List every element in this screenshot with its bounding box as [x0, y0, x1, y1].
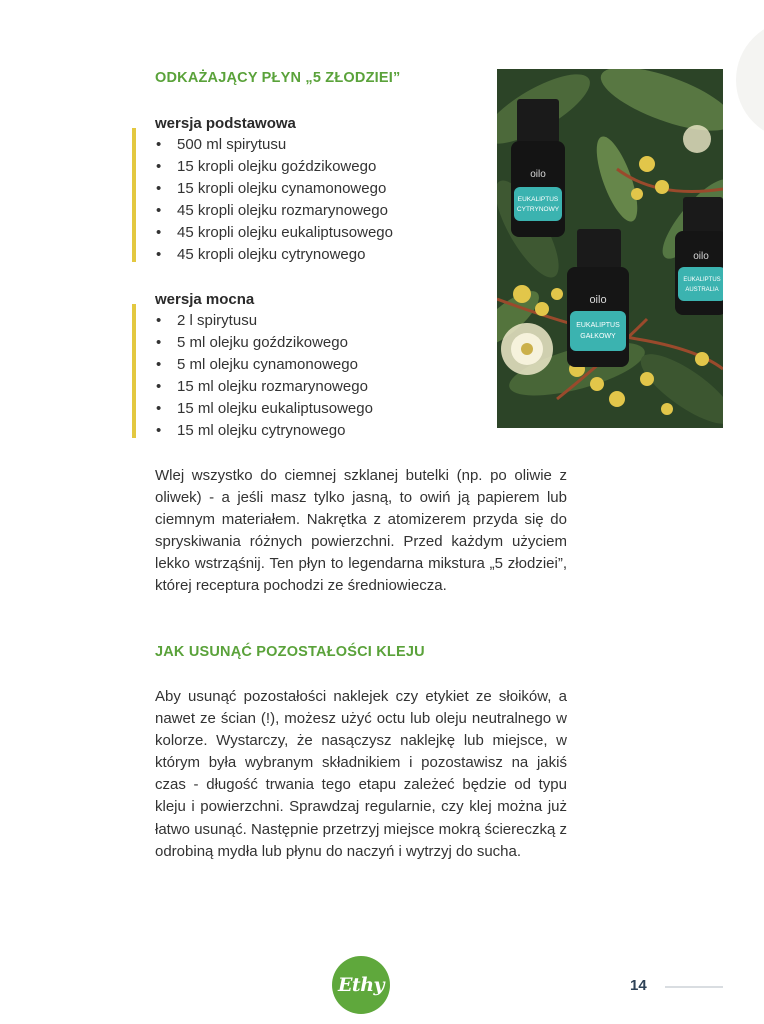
bottle-label-line1: EUKALIPTUS	[683, 277, 721, 283]
accent-bar-strong	[132, 304, 136, 438]
essential-oils-photo	[497, 69, 723, 428]
bottle-brand-text: oilo	[693, 251, 709, 262]
bottle-label-line1: EUKALIPTUS	[517, 196, 559, 203]
bottle-label-line2: GAŁKOWY	[580, 333, 616, 340]
section-heading-five-thieves: ODKAŻAJĄCY PŁYN „5 ZŁODZIEI”	[155, 70, 401, 86]
ingredient-list-basic	[155, 134, 393, 266]
ingredient-list-strong	[155, 310, 373, 442]
page-number-rule	[665, 986, 723, 988]
accent-bar-basic	[132, 128, 136, 262]
bottle-brand-text: oilo	[589, 294, 607, 306]
bottle-label-line2: CYTRYNOWY	[516, 206, 560, 213]
list-item: • 15 ml olejku rozmarynowego	[155, 376, 373, 398]
section-heading-glue-removal: JAK USUNĄĆ POZOSTAŁOŚCI KLEJU	[155, 644, 425, 660]
oil-bottle-1	[511, 99, 565, 237]
list-item: • 5 ml olejku cynamonowego	[155, 354, 373, 376]
list-item: • 2 l spirytusu	[155, 310, 373, 332]
list-item: • 500 ml spirytusu	[155, 134, 393, 156]
list-item: • 15 kropli olejku cynamonowego	[155, 178, 393, 200]
paragraph-five-thieves-instructions: Wlej wszystko do ciemnej szklanej butelki (np. po oliwie z oliwek) - a jeśli masz tylko jasną, to owiń ją papierem lub ciemnym materiałem. Nakrętka z atomizerem przyda się do spryskiwania różnych powierzchni. Przed każdym użyciem lekko wstrząśnij. Ten płyn to legendarna mikstura „5 złodziei”, której receptura pochodzi ze średniowiecza.	[155, 467, 567, 595]
decorative-corner-circle	[736, 20, 764, 140]
list-item: • 45 kropli olejku rozmarynowego	[155, 200, 393, 222]
list-item: • 15 ml olejku cytrynowego	[155, 420, 373, 442]
list-item: • 15 kropli olejku goździkowego	[155, 156, 393, 178]
subheading-strong-version: wersja mocna	[155, 291, 255, 308]
page-number: 14	[630, 977, 647, 994]
list-item: • 45 kropli olejku eukaliptusowego	[155, 222, 393, 244]
bottle-label-line2: AUSTRALIA	[685, 287, 719, 293]
subheading-basic-version: wersja podstawowa	[155, 115, 296, 132]
list-item: • 15 ml olejku eukaliptusowego	[155, 398, 373, 420]
bottle-brand-text: oilo	[530, 169, 546, 180]
list-item: • 5 ml olejku goździkowego	[155, 332, 373, 354]
ethy-logo	[332, 956, 390, 1014]
list-item: • 45 kropli olejku cytrynowego	[155, 244, 393, 266]
bottle-label-line1: EUKALIPTUS	[576, 322, 620, 329]
logo-text: Ethy	[337, 974, 385, 996]
paragraph-glue-removal: Aby usunąć pozostałości naklejek czy etykiet ze słoików, a nawet ze ścian (!), możesz użyć octu lub oleju neutralnego w kolorze. Wystarczy, że nasączysz naklejkę lub miejsce, w którym była wybranym składnikiem i pozostawisz na jakiś czas - długość trwania tego etapu zależeć będzie od typu kleju i powierzchni. Sprawdzaj regularnie, czy klej można już łatwo usunąć. Następnie przetrzyj miejsce mokrą ściereczką z odrobiną mydła lub płynu do naczyń i wytrzyj do sucha.	[155, 688, 567, 860]
